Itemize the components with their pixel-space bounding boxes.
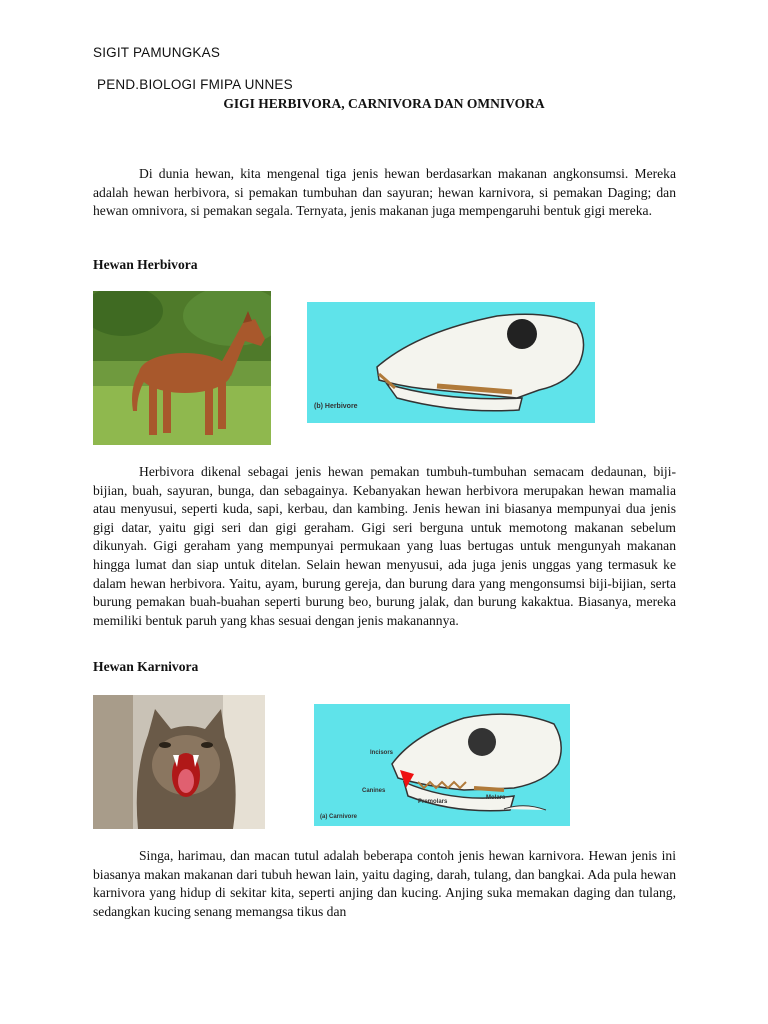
author-name: SIGIT PAMUNGKAS <box>93 45 221 60</box>
label-premolars: Premolars <box>418 799 448 805</box>
label-molars: Molars <box>486 795 506 801</box>
affiliation: PEND.BIOLOGI FMIPA UNNES <box>97 77 293 92</box>
cat-photo <box>93 695 265 829</box>
carnivore-caption: (a) Carnivore <box>320 814 358 820</box>
intro-paragraph: Di dunia hewan, kita mengenal tiga jenis hewan berdasarkan makanan angkonsumsi. Mereka adalah hewan herbivora, si pemakan tumbuhan dan sayuran; hewan karnivora, si pemakan Daging; dan hewan omnivora, si pemakan segala. Ternyata, jenis makanan juga mempengaruhi bentuk gigi mereka. <box>93 166 676 219</box>
heading-karnivora: Hewan Karnivora <box>93 659 199 674</box>
herbivora-paragraph: Herbivora dikenal sebagai jenis hewan pemakan tumbuh-tumbuhan semacam dedaunan, biji-bijian, buah, sayuran, bunga, dan sebagainya. Kebanyakan hewan herbivora merupakan hewan mamalia atau menyusui, seperti kuda, sapi, kerbau, dan kambing. Jenis hewan ini biasanya mempunyai dua jenis gigi datar, yaitu gigi seri dan gigi geraham. Gigi seri berguna untuk memotong makanan sebelum dikunyah. Gigi geraham yang mempunyai permukaan yang luas bertugas untuk mengunyah makanan hingga lumat dan siap untuk ditelan. Selain hewan menyusui, ada juga jenis unggas yang termasuk ke dalam hewan herbivora. Yaitu, ayam, burung gereja, dan burung dara yang mengonsumsi biji-bijian, serta burung pemakan buah-buahan seperti burung beo, burung jalak, dan burung kakaktua. Biasanya, mereka memiliki bentuk paruh yang khas sesuai dengan jenis makanannya. <box>93 464 676 628</box>
label-canines: Canines <box>362 788 386 794</box>
horse-photo <box>93 291 271 445</box>
heading-herbivora: Hewan Herbivora <box>93 257 198 272</box>
carnivore-skull-diagram <box>314 704 570 826</box>
herbivore-skull-diagram <box>307 302 595 423</box>
karnivora-paragraph: Singa, harimau, dan macan tutul adalah beberapa contoh jenis hewan karnivora. Hewan jenis ini biasanya makan makanan dari tubuh hewan lain, yaitu daging, darah, tulang, dan bangkai. Ada pula hewan karnivora yang hidup di sekitar kita, seperti anjing dan kucing. Anjing suka memakan daging dan tulang, sedangkan kucing senang memangsa tikus dan <box>93 848 676 919</box>
document-title: GIGI HERBIVORA, CARNIVORA DAN OMNIVORA <box>223 96 545 111</box>
label-incisors: Incisors <box>370 750 394 756</box>
herbivore-caption: (b) Herbivore <box>314 403 358 410</box>
